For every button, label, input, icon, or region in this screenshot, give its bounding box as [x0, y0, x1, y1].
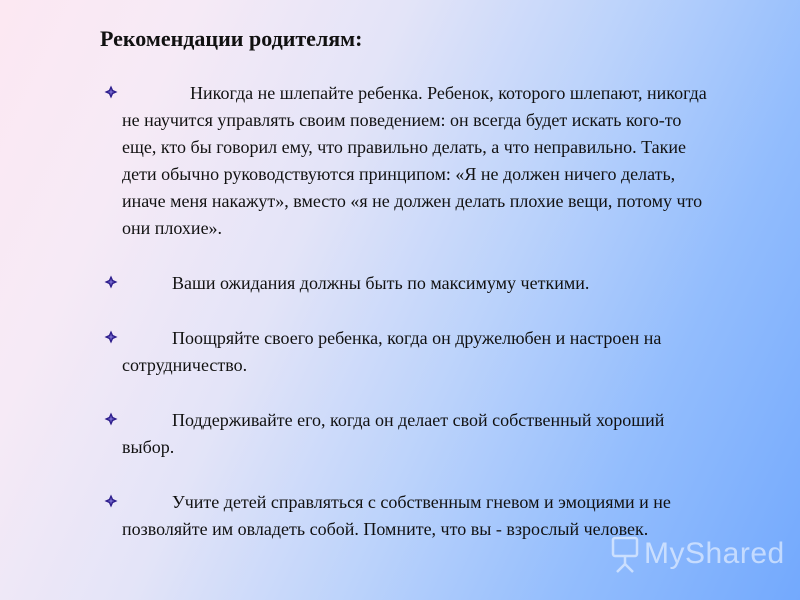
diamond-bullet-icon: [104, 330, 118, 344]
watermark-text: MyShared: [644, 537, 785, 570]
list-item-text: Никогда не шлепайте ребенка. Ребенок, которого шлепают, никогда не научится управлять своим поведением: он всегда будет искать кого-то еще, кто бы говорил ему, что правильно делать, а что неправильно. Такие дети обычно руководствуются принципом: «Я не должен ничего делать, иначе меня накажут», вместо «я не должен делать плохие вещи, потому что они плохие».: [122, 83, 707, 238]
slide-title: Рекомендации родителям:: [100, 26, 363, 51]
list-item: [0, 270, 800, 297]
diamond-bullet-icon: [104, 412, 118, 426]
presentation-board-icon: [610, 534, 640, 574]
watermark: [610, 530, 785, 578]
list-item-text: Учите детей справляться с собственным гневом и эмоциями и не позволяйте им овладеть собой. Помните, что вы - взрослый человек.: [122, 492, 671, 539]
recommendation-list: [0, 80, 800, 571]
list-item-text: Поощряйте своего ребенка, когда он дружелюбен и настроен на сотрудничество.: [122, 328, 662, 375]
diamond-bullet-icon: [104, 85, 118, 99]
list-item: [0, 407, 800, 461]
diamond-bullet-icon: [104, 494, 118, 508]
list-item-text: Ваши ожидания должны быть по максимуму четкими.: [172, 273, 590, 293]
list-item: [0, 325, 800, 379]
diamond-bullet-icon: [104, 275, 118, 289]
list-item-text: Поддерживайте его, когда он делает свой собственный хороший выбор.: [122, 410, 665, 457]
list-item: [0, 80, 800, 242]
